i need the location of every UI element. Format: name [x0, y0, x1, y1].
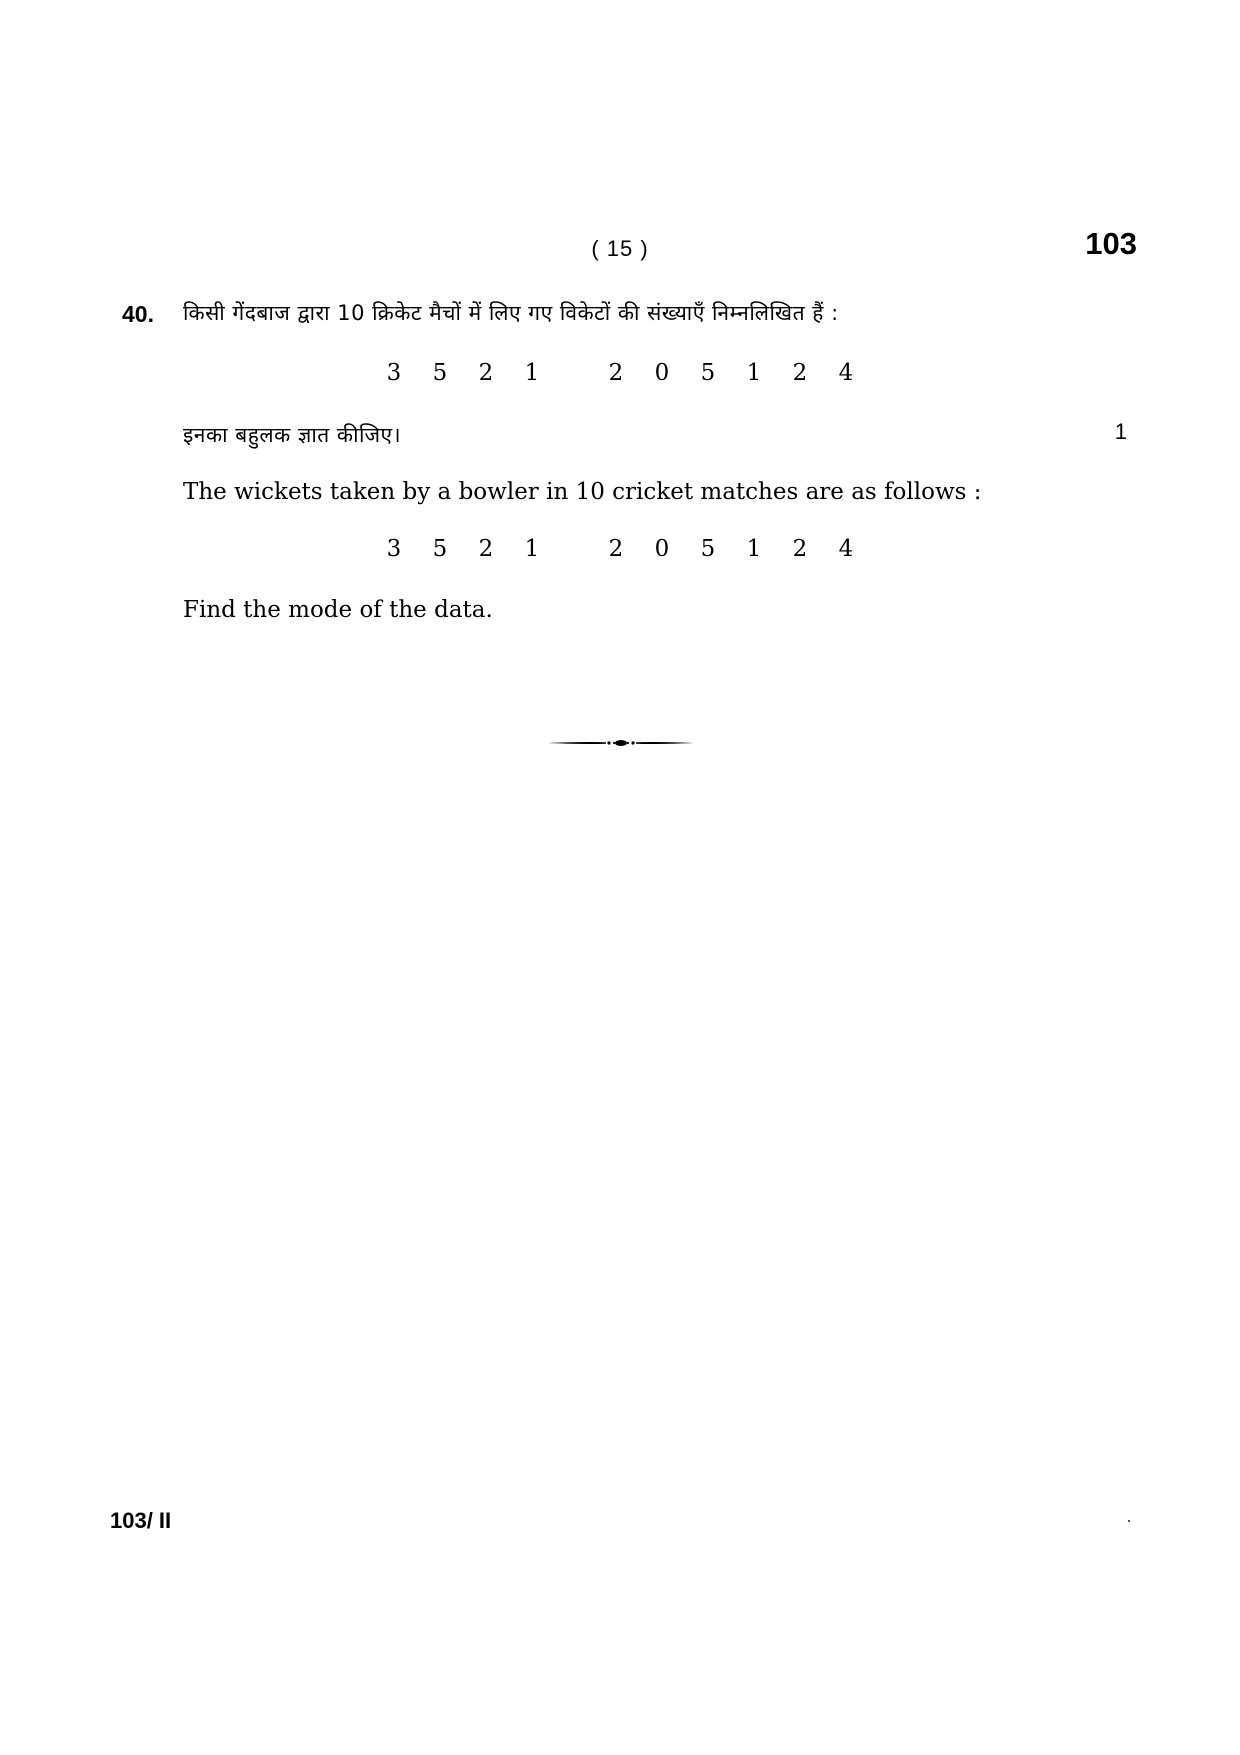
speck-mark [1128, 1520, 1130, 1522]
data-value: 2 [792, 360, 808, 386]
data-value: 2 [608, 536, 624, 562]
data-value: 2 [478, 360, 494, 386]
question-marks: 1 [1114, 419, 1127, 444]
question-statement-hindi: किसी गेंदबाज द्वारा 10 क्रिकेट मैचों में लिए गए विकेटों की संख्याएँ निम्नलिखित हैं : [183, 301, 839, 325]
data-value: 2 [608, 360, 624, 386]
question-number: 40. [122, 301, 154, 327]
data-value: 1 [746, 536, 762, 562]
data-value: 4 [838, 536, 854, 562]
data-value: 1 [524, 360, 540, 386]
end-ornament-divider [548, 735, 694, 751]
page-number: ( 15 ) [591, 236, 649, 261]
data-values-hindi [0, 360, 1240, 386]
data-value: 0 [654, 360, 670, 386]
data-value: 5 [700, 360, 716, 386]
data-value: 1 [524, 536, 540, 562]
data-value: 3 [386, 536, 402, 562]
data-value: 5 [700, 536, 716, 562]
data-value: 2 [792, 536, 808, 562]
paper-code-top: 103 [1085, 226, 1137, 261]
data-value: 5 [432, 360, 448, 386]
data-value: 4 [838, 360, 854, 386]
data-value: 5 [432, 536, 448, 562]
question-statement-english: The wickets taken by a bowler in 10 cricket matches are as follows : [183, 479, 982, 505]
paper-code-bottom: 103/ II [110, 1508, 172, 1533]
question-task-english: Find the mode of the data. [183, 597, 493, 623]
data-value: 1 [746, 360, 762, 386]
data-value: 2 [478, 536, 494, 562]
data-values-english [0, 536, 1240, 562]
question-task-hindi: इनका बहुलक ज्ञात कीजिए। [183, 423, 402, 447]
data-value: 3 [386, 360, 402, 386]
data-value: 0 [654, 536, 670, 562]
